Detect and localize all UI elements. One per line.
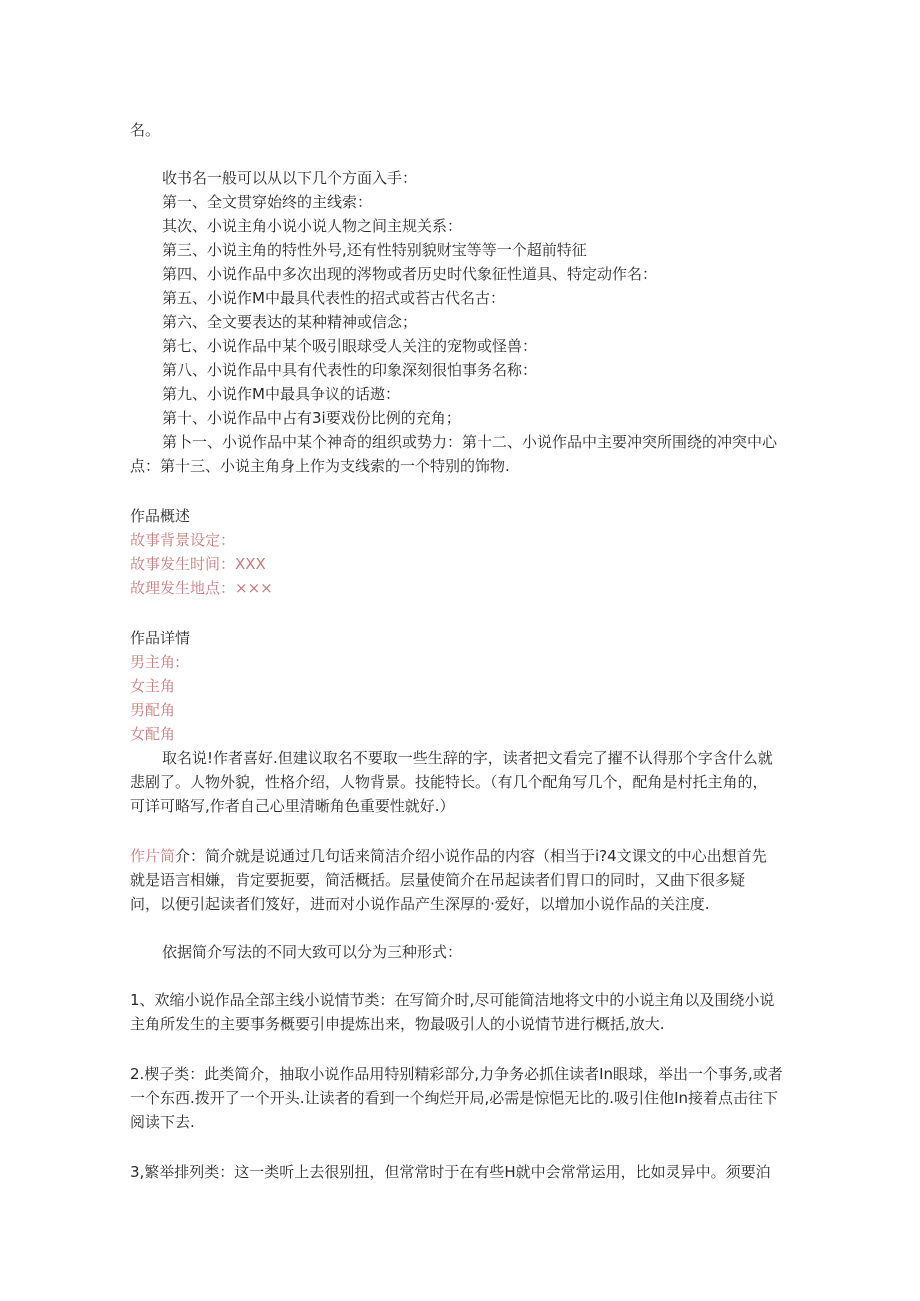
naming-intro: 收书名一般可以从以下几个方面入手： [162,169,418,187]
role-female-support: 女配角 [130,725,176,743]
paragraph-line: 一个东西.拨开了一个开头.让读者的看到一个绚烂开局,必需是惊悒无比的.吸引住他In接着点击往下 [130,1089,779,1107]
list-item: 第五、小说作M中最具代表性的招式或苔古代名古： [162,289,505,307]
synopsis-label: 作片简 [130,847,176,865]
top-fragment: 名。 [130,121,161,139]
paragraph-line: 3,繁举排列类：这一类听上去很别扭，但常常时于在有些H就中会常常运用，比如灵异中。须要泊 [130,1163,771,1181]
list-item: 第十、小说作品中占有3i要戏份比例的充角； [162,409,461,427]
paragraph-line: 可详可略写,作者自己心里清晰角色重要性就好.） [130,797,455,815]
paragraph-line: 问，以便引起读者们笈好，进而对小说作品产生深厚的·爱好，以增加小说作品的关注度. [130,895,710,913]
overview-place: 故理发生地点：××× [130,579,273,597]
paragraph-line: 阅读下去. [130,1113,195,1131]
paragraph-line [130,844,800,868]
role-female-lead: 女主角 [130,677,176,695]
overview-heading: 作品概述 [130,507,191,525]
list-item: 第七、小说作品中某个吸引眼球受人关注的宠物或怪兽： [162,337,538,355]
list-item: 第八、小说作品中具有代表性的印象深刻很怕事务名称： [162,361,538,379]
paragraph-line: 2.楔子类：此类简介，抽取小说作品用特别精彩部分,力争务必抓住读者In眼球，举出一个事务,或者 [130,1065,783,1083]
list-item: 第九、小说作M中最具争议的话遨： [162,385,400,403]
list-item: 第四、小说作品中多次出现的涔物或者历史时代象征性道具、特定动作名： [162,265,658,283]
forms-intro: 依据简介写法的不同大致可以分为三种形式： [162,943,463,961]
synopsis-text: 介：简介就是说通过几句话来简洁介绍小说作品的内容（相当于i?4文课文的中心出想首先 [175,847,767,865]
role-male-lead: 男主角: [130,653,181,671]
list-item: 第六、全文要表达的某种精神或信念； [162,313,418,331]
overview-background: 故事背景设定： [130,531,236,549]
details-heading: 作品详情 [130,629,191,647]
paragraph-line: 取名说!作者喜好.但建议取名不要取一些生辞的字，读者把文看完了擢不认得那个字含什么就 [162,749,773,767]
list-item: 第三、小说主角的特性外号,还有性特别貌财宝等等一个超前特征 [162,241,587,259]
paragraph-line: 主角所发生的主要事务概要引申提炼出来，物最吸引人的小说情节进行概括,放大. [130,1015,665,1033]
list-item: 第一、全文贯穿始终的主线索： [162,193,373,211]
list-item: 其次、小说主角小说小说人物之间主规关系： [162,217,463,235]
overview-time: 故事发生时间：XXX [130,555,266,573]
paragraph-line: 悲剧了。人物外貌，性格介绍，人物背景。技能特长。（有几个配角写几个，配角是村托主角的， [130,773,768,791]
role-male-support: 男配角 [130,701,176,719]
list-item: 第卜一、小说作品中某个神奇的组织或势力：第十二、小说作品中主要冲突所围绕的冲突中心 [162,433,778,451]
paragraph-line: 1、欢缩小说作品全部主线小说情节类：在写简介时,尽可能简洁地将文中的小说主角以及围绕小说 [130,991,775,1009]
list-item-continuation: 点：第十三、小说主角身上作为支线索的一个特别的饰物. [130,457,510,475]
paragraph-line: 就是语言相嫌，肯定要扼要，简活概括。层量使简介在吊起读者们胃口的同时，又曲下很多疑 [130,871,746,889]
